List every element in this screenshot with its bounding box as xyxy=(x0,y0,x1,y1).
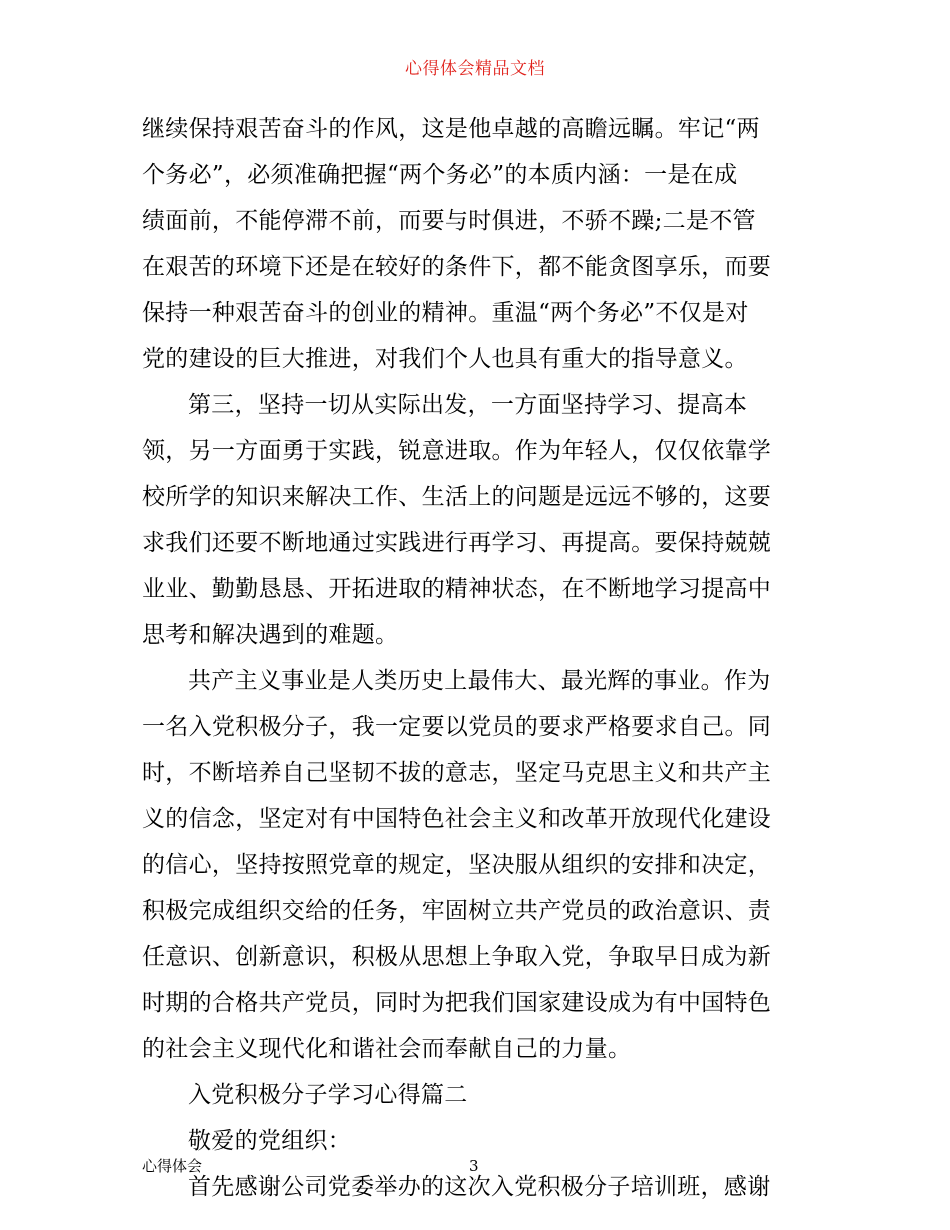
body-line: 的社会主义现代化和谐社会而奉献自己的力量。 xyxy=(142,1036,632,1062)
salutation: 敬爱的党组织： xyxy=(188,1128,352,1154)
body-line: 继续保持艰苦奋斗的作风，这是他卓越的高瞻远瞩。牢记“两 xyxy=(142,116,760,142)
paragraph-start-line: 共产主义事业是人类历史上最伟大、最光辉的事业。作为 xyxy=(188,668,771,694)
body-line: 领，另一方面勇于实践，锐意进取。作为年轻人，仅仅依靠学 xyxy=(142,438,772,464)
body-line: 义的信念，坚定对有中国特色社会主义和改革开放现代化建设 xyxy=(142,806,772,832)
page-footer xyxy=(142,1155,822,1177)
body-line: 一名入党积极分子，我一定要以党员的要求严格要求自己。同 xyxy=(142,714,772,740)
page-header-title: 心得体会精品文档 xyxy=(405,59,545,79)
body-line: 思考和解决遇到的难题。 xyxy=(142,622,399,648)
body-line: 求我们还要不断地通过实践进行再学习、再提高。要保持兢兢 xyxy=(142,530,772,556)
body-line: 党的建设的巨大推进，对我们个人也具有重大的指导意义。 xyxy=(142,346,748,372)
body-line: 的信心，坚持按照党章的规定，坚决服从组织的安排和决定， xyxy=(142,852,772,878)
body-line: 积极完成组织交给的任务，牢固树立共产党员的政治意识、责 xyxy=(142,898,772,924)
body-line: 时，不断培养自己坚韧不拔的意志，坚定马克思主义和共产主 xyxy=(142,760,772,786)
page-number: 3 xyxy=(469,1157,479,1175)
section-heading: 入党积极分子学习心得篇二 xyxy=(188,1082,468,1108)
document-body xyxy=(142,106,822,1210)
paragraph-start-line: 首先感谢公司党委举办的这次入党积极分子培训班，感谢 xyxy=(188,1174,771,1200)
footer-label: 心得体会 xyxy=(142,1157,203,1175)
body-line: 业业、勤勤恳恳、开拓进取的精神状态，在不断地学习提高中 xyxy=(142,576,772,602)
body-line: 在艰苦的环境下还是在较好的条件下，都不能贪图享乐，而要 xyxy=(142,254,772,280)
body-line: 绩面前，不能停滞不前，而要与时俱进，不骄不躁;二是不管 xyxy=(142,208,756,234)
paragraph-start-line: 第三，坚持一切从实际出发，一方面坚持学习、提高本 xyxy=(188,392,748,418)
body-line: 校所学的知识来解决工作、生活上的问题是远远不够的，这要 xyxy=(142,484,772,510)
body-line: 时期的合格共产党员，同时为把我们国家建设成为有中国特色 xyxy=(142,990,772,1016)
body-line: 保持一种艰苦奋斗的创业的精神。重温“两个务必”不仅是对 xyxy=(142,300,749,326)
body-line: 个务必”，必须准确把握“两个务必”的本质内涵：一是在成 xyxy=(142,162,738,188)
body-line: 任意识、创新意识，积极从思想上争取入党，争取早日成为新 xyxy=(142,944,772,970)
